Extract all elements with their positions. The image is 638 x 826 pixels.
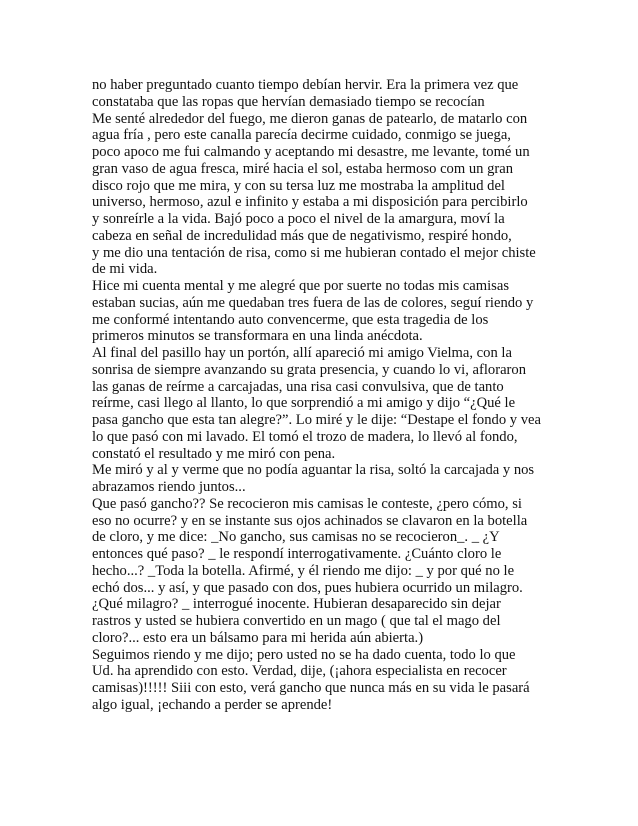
text-line: Me miró y al y verme que no podía aguantar la risa, soltó la carcajada y nos (92, 462, 535, 479)
text-line: Hice mi cuenta mental y me alegré que por suerte no todas mis camisas (92, 278, 509, 294)
text-line: y me dio una tentación de risa, como si me hubieran contado el mejor chiste (92, 244, 536, 261)
text-line: sonrisa de siempre avanzando su grata presencia, y cuando lo vi, afloraron (92, 361, 527, 378)
text-line: rastros y usted se hubiera convertido en un mago ( que tal el mago del (92, 613, 501, 629)
text-line: gran vaso de agua fresca, miré hacia el sol, estaba hermoso com un gran (92, 160, 514, 177)
text-line: abrazamos riendo juntos... (92, 479, 246, 495)
text-line: no haber preguntado cuanto tiempo debían hervir. Era la primera vez que (92, 77, 519, 93)
text-line: ¿Qué milagro? _ interrogué inocente. Hubieran desaparecido sin dejar (92, 596, 501, 613)
text-line: estaban sucias, aún me quedaban tres fuera de las de colores, seguí riendo y (92, 294, 534, 311)
text-line: cabeza en señal de incredulidad más que de negativismo, respiré hondo, (92, 227, 512, 244)
body-text (92, 77, 562, 714)
text-line: disco rojo que me mira, y con su tersa luz me mostraba la amplitud del (92, 177, 505, 194)
text-line: pasa gancho que esta tan alegre?”. Lo miré y le dije: “Destape el fondo y vea (92, 412, 541, 428)
text-line: constató el resultado y me miró con pena. (92, 445, 336, 462)
text-line: y sonreírle a la vida. Bajó poco a poco el nivel de la amargura, moví la (92, 211, 505, 227)
text-line: las ganas de reírme a carcajadas, una risa casi convulsiva, que de tanto (92, 378, 504, 395)
text-line: Me senté alrededor del fuego, me dieron ganas de patearlo, de matarlo con (92, 110, 528, 127)
text-line: Al final del pasillo hay un portón, allí apareció mi amigo Vielma, con la (92, 345, 512, 361)
text-line: lo que pasó con mi lavado. El tomó el trozo de madera, lo llevó al fondo, (92, 428, 518, 445)
text-line: poco apoco me fui calmando y aceptando mi desastre, me levante, tomé un (92, 144, 530, 160)
text-line: universo, hermoso, azul e infinito y estaba a mi disposición para percibirlo (92, 194, 528, 211)
text-line: entonces qué paso? _ le respondí interrogativamente. ¿Cuánto cloro le (92, 546, 502, 562)
text-line: Ud. ha aprendido con esto. Verdad, dije, (¡ahora especialista en recocer (92, 663, 507, 680)
text-line: Que pasó gancho?? Se recocieron mis camisas le conteste, ¿pero cómo, si (92, 495, 522, 512)
text-line: de mi vida. (92, 261, 158, 278)
text-line: hecho...? _Toda la botella. Afirmé, y él riendo me dijo: _ y por qué no le (92, 562, 515, 579)
text-line: eso no ocurre? y en se instante sus ojos achinados se clavaron en la botella (92, 512, 528, 529)
text-line: constataba que las ropas que hervían demasiado tiempo se recocían (92, 93, 485, 110)
text-line: reírme, casi llego al llanto, lo que sorprendió a mi amigo y dijo “¿Qué le (92, 395, 516, 412)
text-line: agua fría , pero este canalla parecía decirme cuidado, conmigo se juega, (92, 127, 511, 144)
text-line: primeros minutos se transformara en una linda anécdota. (92, 328, 423, 345)
text-line: cloro?... esto era un bálsamo para mi herida aún abierta.) (92, 629, 424, 646)
text-line: camisas)!!!!! Siii con esto, verá gancho que nunca más en su vida le pasará (92, 680, 530, 696)
text-line: Seguimos riendo y me dijo; pero usted no se ha dado cuenta, todo lo que (92, 646, 516, 663)
text-line: me conformé intentando auto convencerme, que esta tragedia de los (92, 311, 489, 328)
text-line: algo igual, ¡echando a perder se aprende! (92, 696, 333, 713)
text-line: de cloro, y me dice: _No gancho, sus camisas no se recocieron_. _ ¿Y (92, 529, 500, 546)
text-line: echó dos... y así, y que pasado con dos, pues hubiera ocurrido un milagro. (92, 579, 523, 596)
